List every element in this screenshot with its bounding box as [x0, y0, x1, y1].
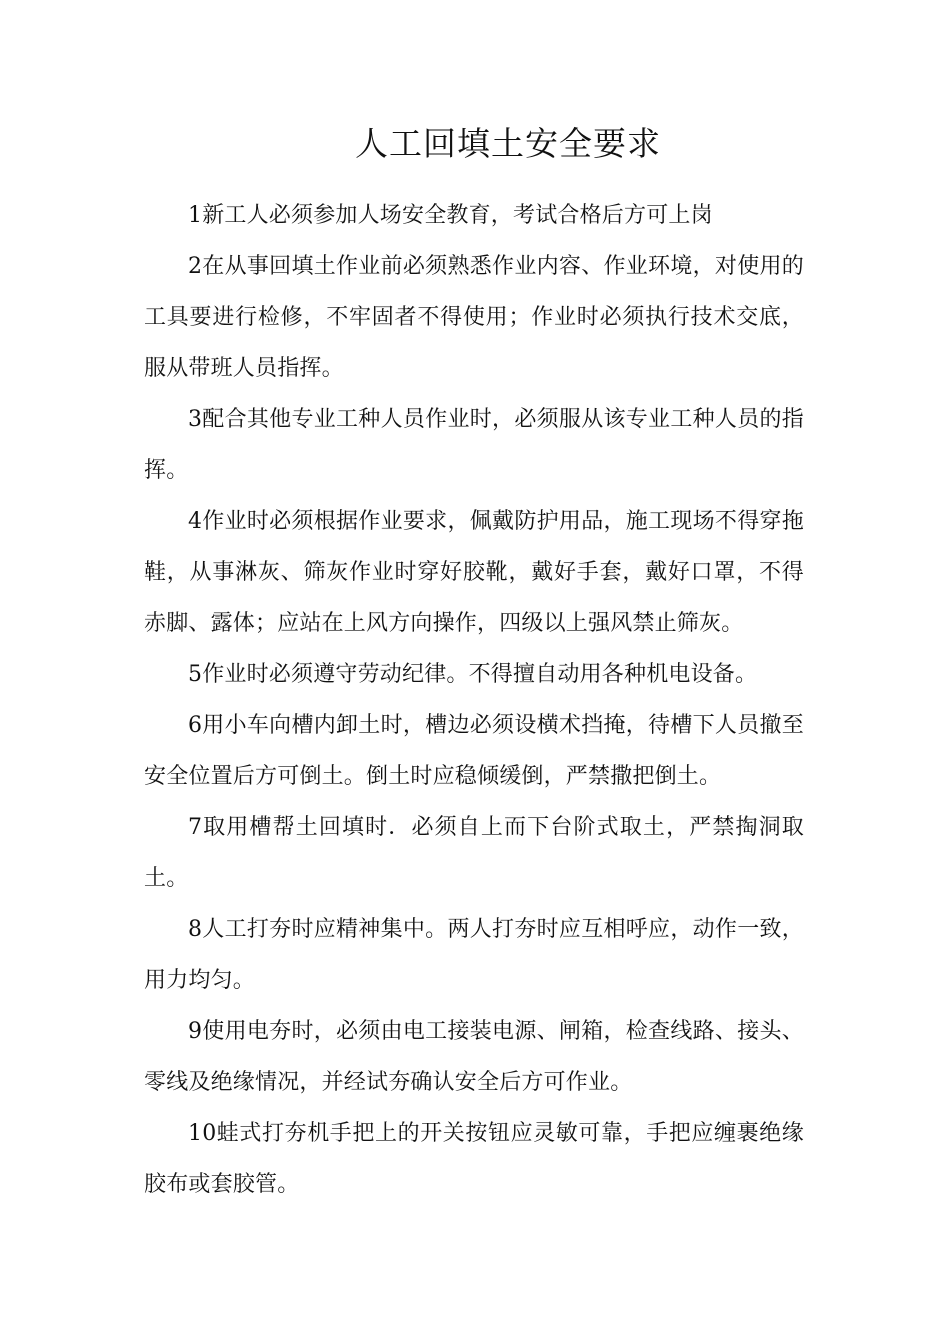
paragraph-7: 7取用槽帮土回填时．必须自上而下台阶式取土，严禁掏洞取土。	[144, 815, 804, 891]
paragraph-3: 3配合其他专业工种人员作业时，必须服从该专业工种人员的指挥。	[144, 407, 804, 483]
page-title: 人工回填土安全要求	[355, 124, 661, 163]
paragraph-5: 5作业时必须遵守劳动纪律。不得擅自动用各种机电设备。	[188, 662, 758, 687]
paragraph-9: 9使用电夯时，必须由电工接装电源、闸箱，检查线路、接头、零线及绝缘情况，并经试夯确认安全后方可作业。	[144, 1019, 804, 1095]
paragraph-10: 10蛙式打夯机手把上的开关按钮应灵敏可靠，手把应缠裹绝缘胶布或套胶管。	[144, 1121, 804, 1197]
paragraph-6: 6用小车向槽内卸土时，槽边必须设横术挡掩，待槽下人员撤至安全位置后方可倒土。倒土时应稳倾缓倒，严禁撒把倒土。	[144, 713, 804, 789]
paragraph-2: 2在从事回填土作业前必须熟悉作业内容、作业环境，对使用的工具要进行检修，不牢固者不得使用；作业时必须执行技术交底，服从带班人员指挥。	[144, 254, 804, 381]
document-body	[144, 190, 804, 1210]
paragraph-8: 8人工打夯时应精神集中。两人打夯时应互相呼应，动作一致，用力均匀。	[144, 917, 804, 993]
paragraph-1: 1新工人必须参加人场安全教育，考试合格后方可上岗	[188, 203, 713, 228]
paragraph-4: 4作业时必须根据作业要求，佩戴防护用品，施工现场不得穿拖鞋，从事淋灰、筛灰作业时穿好胶靴，戴好手套，戴好口罩，不得赤脚、露体；应站在上风方向操作，四级以上强风禁止筛灰。	[144, 509, 804, 636]
